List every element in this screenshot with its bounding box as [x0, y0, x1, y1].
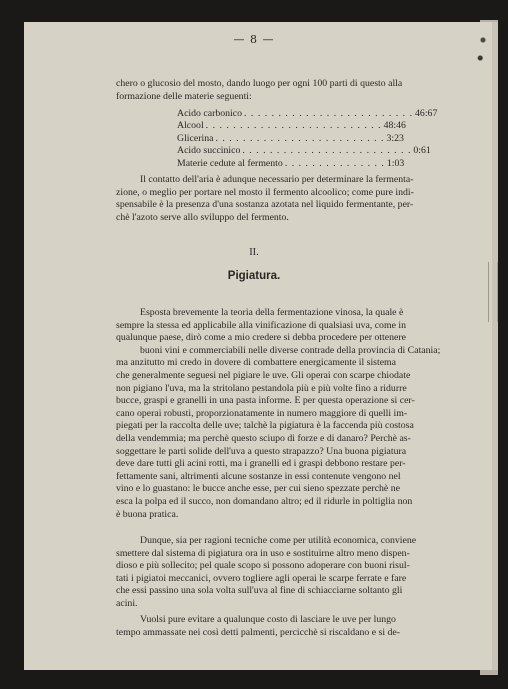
page-number: — 8 — — [233, 33, 275, 46]
text-line: bucce, graspi e granelli in una pasta informe. E per questa operazione si cer- — [116, 395, 415, 407]
table-row — [177, 120, 406, 132]
text-line: spensabile è la presenza d'una sostanza azotata nel liquido fermentante, per- — [116, 199, 414, 211]
text-line: qualunque paese, dirò come a mio credere si debba procedere per ottenere — [116, 332, 406, 344]
text-line: sempre la stessa ed applicabile alla vinificazione di qualsiasi uva, come in — [116, 319, 406, 331]
leader-dots: . . . . . . . . . . . . . . . . . . . . . . . . . . — [205, 120, 382, 132]
row-value: 48:46 — [383, 120, 406, 132]
text-line: piegati per la raccolta delle uve; talchè la pigiatura è la faccenda più costosa — [116, 420, 414, 432]
text-line: chero o glucosio del mosto, dando luogo per ogni 100 parti di questo alla — [116, 78, 403, 89]
composition-table — [177, 108, 438, 170]
text-line: tempo ammassate nei così detti palmenti, percicchè si riscaldano e si de- — [116, 626, 401, 638]
text-line: della vendemmia; ma perchè questo sciupo di forze e di danaro? Perchè as- — [116, 432, 411, 444]
row-label: Acido carbonico — [177, 108, 243, 119]
leader-dots: . . . . . . . . . . . . . . . . . . . . . . . . . — [215, 132, 385, 144]
table-row — [177, 157, 405, 170]
row-value: 46:67 — [415, 108, 438, 119]
contact-paragraph — [116, 174, 444, 224]
text-line: cano operai robusti, proporzionatamente in numero maggiore di quelli im- — [116, 407, 408, 419]
row-value: 3:23 — [386, 132, 404, 144]
text-line: Dunque, sia per ragioni tecniche come per utilità economica, conviene — [140, 535, 417, 546]
esposta-paragraph — [116, 307, 444, 521]
text-line: chè l'azoto serve allo sviluppo del fermento. — [116, 211, 289, 223]
row-value: 1:03 — [386, 157, 405, 169]
text-line: buoni vini e commerciabili nelle diverse contrade della provincia di Catania; — [140, 344, 441, 356]
text-line: smettere dal sistema di pigiatura ora in uso e sostituirne altro meno dispen- — [116, 547, 410, 559]
leader-dots: . . . . . . . . . . . . . . . — [284, 157, 385, 169]
row-label: Alcool — [177, 120, 204, 132]
text-line: ma anzitutto mi credo in dovere di combattere energicamente il sistema — [116, 357, 397, 369]
text-line: non pigiano l'uva, ma la stritolano pestandola più e più volte fino a ridurre — [116, 382, 407, 394]
text-line: acini. — [116, 597, 138, 609]
dunque-paragraph — [116, 535, 444, 611]
section-title: Pigiatura. — [227, 270, 281, 282]
binding-marks — [476, 22, 490, 82]
section-number: II. — [249, 247, 259, 258]
row-label: Acido succinico — [177, 145, 241, 157]
vuolsi-paragraph — [116, 614, 444, 639]
text-line: fettamente sani, altrimenti alcune sostanze in essi contenute vengono nel — [116, 470, 401, 482]
table-row — [177, 108, 438, 120]
leader-dots: . . . . . . . . . . . . . . . . . . . . . . . . . — [244, 108, 414, 119]
text-line: Il contatto dell'aria è adunque necessario per determinare la fermenta- — [140, 174, 414, 185]
text-line: deve dare tutti gli acini rotti, ma i granelli ed i graspi debbono restare per- — [116, 458, 406, 470]
text-line: soggettare le parti solide dell'uva a questo strapazzo? Una buona pigiatura — [116, 445, 407, 457]
text-line: formazione delle materie seguenti: — [116, 90, 252, 102]
text-line: vino e lo guastano: le bucce anche esse, per cui sieno spezzate perchè ne — [116, 483, 400, 495]
table-row — [177, 132, 404, 145]
table-row — [177, 145, 431, 157]
row-label: Materie cedute al fermento — [177, 157, 283, 169]
row-value: 0:61 — [413, 145, 431, 157]
text-line: esca la polpa ed il succo, non domandano altro; ed il ridurle in poltiglia non — [116, 495, 413, 507]
text-line: è buona pratica. — [116, 508, 179, 520]
leader-dots: . . . . . . . . . . . . . . . . . . . . . . . . . — [242, 145, 412, 157]
text-line: che generalmente seguesi nel pigiare le uve. Gli operai con scarpe chiodate — [116, 369, 411, 381]
text-line: dioso e più sollecito; pel quale scopo si possono adoperare con buoni risul- — [116, 560, 410, 572]
row-label: Glicerina — [177, 132, 214, 144]
text-line: che essi passino una sola volta sull'uva al fine di schiacciarne soltanto gli — [116, 585, 403, 597]
text-line: tati i pigiatoi meccanici, ovvero togliere agli operai le scarpe ferrate e fare — [116, 572, 407, 584]
intro-paragraph — [116, 78, 444, 103]
text-line: Esposta brevemente la teoria della fermentazione vinosa, la quale è — [140, 307, 404, 318]
text-line: Vuolsi pure evitare a qualunque costo di lasciare le uve per lungo — [140, 614, 396, 625]
text-line: zione, o meglio per portare nel mosto il fermento alcoolico; come pure indi- — [116, 186, 414, 198]
